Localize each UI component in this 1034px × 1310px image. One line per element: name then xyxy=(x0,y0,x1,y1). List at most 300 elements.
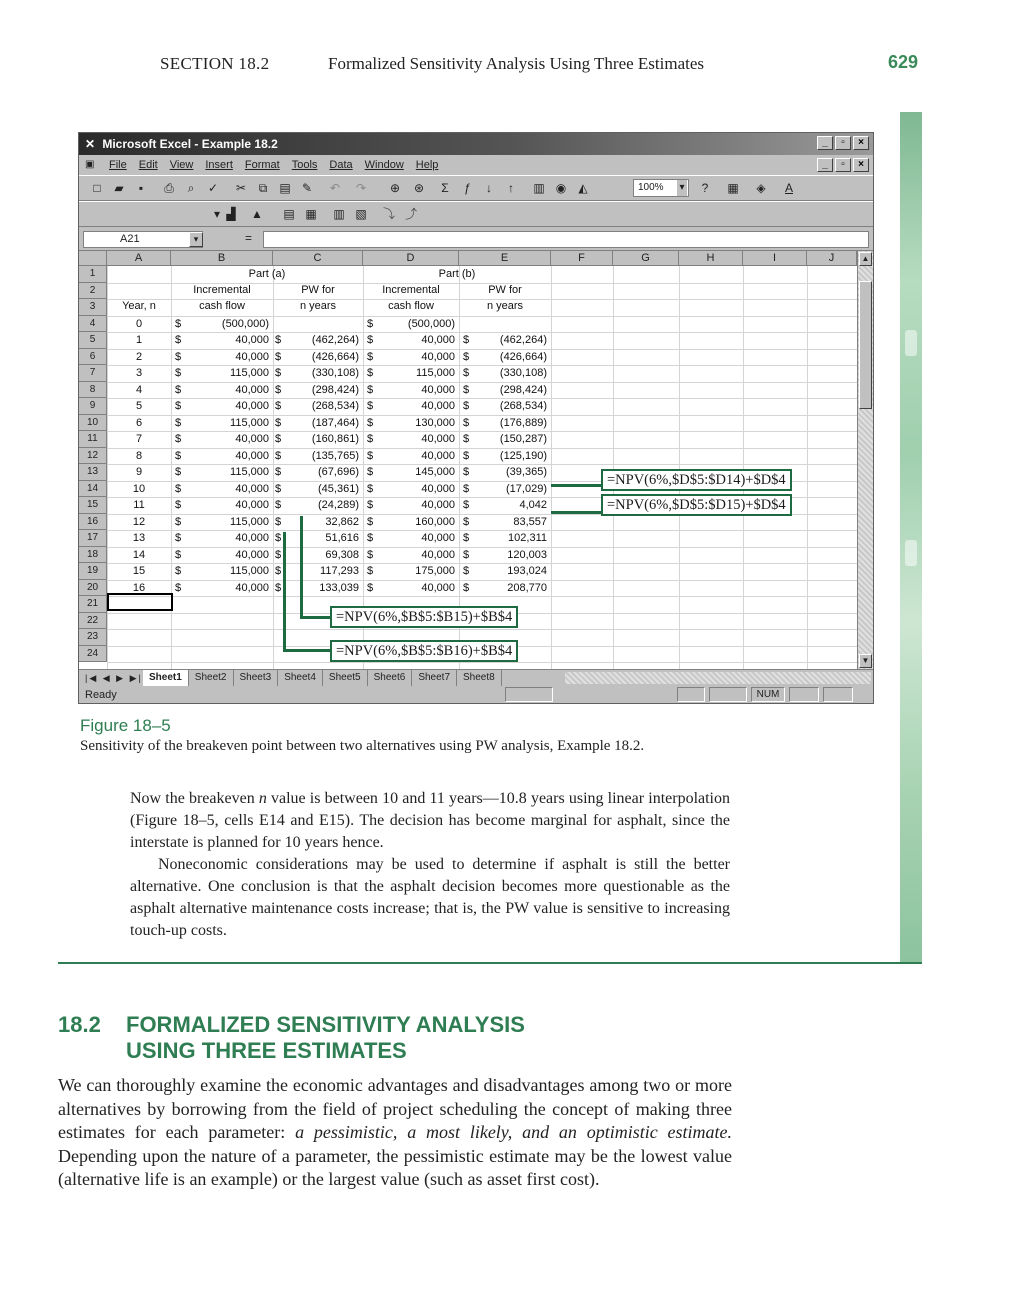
menu-format[interactable]: Format xyxy=(244,159,280,171)
b-cashflow-cell: 40,000 xyxy=(235,400,269,412)
web-toolbar-icon[interactable]: ⊛ xyxy=(413,181,425,195)
new-document-icon[interactable]: □ xyxy=(93,181,101,195)
row-header[interactable]: 18 xyxy=(79,547,107,564)
e-pw-cell: 193,024 xyxy=(507,565,547,577)
b-cashflow-cell: 40,000 xyxy=(235,449,269,462)
e-nyears-heading: n years xyxy=(486,300,524,312)
angle-text-up-icon[interactable]: ⤴ xyxy=(404,207,417,221)
sheet-navigation-icon[interactable]: |◀ ◀ ▶ ▶| xyxy=(85,673,143,683)
window-controls xyxy=(817,136,869,150)
c-pw-cell: (462,264) xyxy=(311,334,359,346)
dollar-sign: $ xyxy=(367,515,374,528)
name-box-dropdown-icon[interactable]: ▾ xyxy=(189,232,203,247)
font-color-icon[interactable]: A xyxy=(784,181,793,195)
grid-vline xyxy=(273,266,274,669)
autosum-icon[interactable]: Σ xyxy=(441,181,449,195)
year-cell: 7 xyxy=(135,433,143,445)
row-header[interactable]: 3 xyxy=(79,299,107,316)
row-header[interactable]: 14 xyxy=(79,481,107,498)
menu-help[interactable]: Help xyxy=(415,159,439,171)
dollar-sign: $ xyxy=(275,499,282,511)
print-preview-icon[interactable]: ⌕ xyxy=(187,181,195,195)
tab-sheet6[interactable]: Sheet6 xyxy=(368,670,413,686)
dollar-sign: $ xyxy=(175,515,182,528)
row-header[interactable]: 8 xyxy=(79,382,107,399)
year-cell: 2 xyxy=(135,350,143,363)
dollar-sign: $ xyxy=(463,334,470,346)
cut-icon[interactable]: ✂ xyxy=(235,181,247,195)
menu-edit[interactable]: Edit xyxy=(138,159,158,171)
restore-icon[interactable]: ▫ xyxy=(835,158,851,172)
year-cell: 9 xyxy=(135,466,143,478)
row-header[interactable]: 16 xyxy=(79,514,107,531)
c-pw-cell: (268,534) xyxy=(311,400,359,412)
window-title: Microsoft Excel - Example 18.2 xyxy=(102,137,278,151)
callout-connector-c15 xyxy=(300,516,303,618)
menu-tools[interactable]: Tools xyxy=(291,159,318,171)
dollar-sign: $ xyxy=(463,416,470,429)
column-header-b[interactable]: B xyxy=(171,251,273,266)
formula-input[interactable] xyxy=(263,231,869,248)
b-cashflow-cell: 40,000 xyxy=(235,581,269,594)
year-cell: 4 xyxy=(135,383,143,396)
dollar-sign: $ xyxy=(175,433,182,445)
c-pw-cell: (160,861) xyxy=(311,433,359,445)
row-header[interactable]: 4 xyxy=(79,316,107,333)
callout-connector-e15 xyxy=(551,511,601,514)
name-box-value: A21 xyxy=(120,233,140,245)
section-title-line2: USING THREE ESTIMATES xyxy=(126,1038,407,1063)
name-box[interactable] xyxy=(83,231,203,248)
dollar-sign: $ xyxy=(367,416,374,429)
row-header[interactable]: 7 xyxy=(79,365,107,382)
column-header-f[interactable]: F xyxy=(551,251,613,266)
dollar-sign: $ xyxy=(367,466,374,478)
callout-e14-formula: =NPV(6%,$D$5:$D14)+$D$4 xyxy=(601,469,792,491)
row-header[interactable]: 10 xyxy=(79,415,107,432)
dollar-sign: $ xyxy=(175,350,182,363)
year-heading: Year, n xyxy=(122,300,156,312)
c-pw-cell: (298,424) xyxy=(311,383,359,396)
callout-connector-c16 xyxy=(283,532,286,650)
year-cell: 11 xyxy=(133,499,145,511)
status-pane xyxy=(823,687,853,702)
year-cell: 14 xyxy=(132,548,146,561)
tab-sheet1[interactable]: Sheet1 xyxy=(143,670,189,686)
d-cashflow-cell: 40,000 xyxy=(421,400,455,412)
e-pw-cell: (176,889) xyxy=(499,416,547,429)
dollar-sign: $ xyxy=(367,433,374,445)
chart-type-icon[interactable]: ▲ xyxy=(251,207,263,221)
dollar-sign: $ xyxy=(463,383,470,396)
section-title-line1: FORMALIZED SENSITIVITY ANALYSIS xyxy=(126,1012,525,1037)
dollar-sign: $ xyxy=(175,548,182,561)
menu-view[interactable]: View xyxy=(169,159,194,171)
callout-connector-c16-h xyxy=(283,649,330,652)
figure-label: Figure 18–5 xyxy=(80,716,171,735)
vertical-scrollbar[interactable] xyxy=(857,251,873,669)
year-cell: 16 xyxy=(132,581,146,594)
column-header-g[interactable]: G xyxy=(613,251,679,266)
row-header[interactable]: 11 xyxy=(79,431,107,448)
borders-icon[interactable]: ▦ xyxy=(727,181,739,195)
tab-sheet2[interactable]: Sheet2 xyxy=(189,670,234,686)
year-cell: 5 xyxy=(135,400,143,412)
paragraph-text: value is between 10 and 11 years—10.8 years using linear interpolation (Figure 18–5, cells E14 and E15). The decision has become marginal for asphalt, since the interstate is planned for 10 years hence. xyxy=(130,790,731,851)
column-header-a[interactable]: A xyxy=(107,251,171,266)
c-pw-cell: 69,308 xyxy=(325,548,359,561)
grid-hline xyxy=(107,629,871,630)
running-head-section: SECTION 18.2 xyxy=(160,54,270,73)
sort-ascending-icon[interactable]: ↓ xyxy=(486,181,492,195)
help-icon[interactable]: ? xyxy=(701,181,709,195)
sort-descending-icon[interactable]: ↑ xyxy=(508,181,514,195)
figure-caption: Sensitivity of the breakeven point between two alternatives using PW analysis, Example 18.2. xyxy=(80,738,645,754)
dollar-sign: $ xyxy=(367,367,374,379)
section-number: 18.2 xyxy=(58,1012,101,1037)
row-header[interactable]: 15 xyxy=(79,497,107,514)
dollar-sign: $ xyxy=(367,565,374,577)
dollar-sign: $ xyxy=(367,334,374,346)
open-folder-icon[interactable]: ▰ xyxy=(114,181,124,195)
dollar-sign: $ xyxy=(463,532,470,544)
row-header[interactable]: 1 xyxy=(79,266,107,283)
tab-sheet4[interactable]: Sheet4 xyxy=(278,670,323,686)
d-cashflow-cell: 160,000 xyxy=(415,515,455,528)
save-icon[interactable]: ▪ xyxy=(138,181,144,195)
e-pw-cell: 102,311 xyxy=(508,532,547,544)
margin-fleck xyxy=(905,330,917,356)
formatting-toolbar xyxy=(79,201,873,227)
drawing-icon[interactable]: ◭ xyxy=(578,181,588,195)
b-cashflow-cell: 115,000 xyxy=(230,565,269,577)
standard-toolbar xyxy=(79,175,873,201)
row-header[interactable]: 22 xyxy=(79,613,107,630)
dollar-sign: $ xyxy=(275,433,282,445)
c-pw-cell: 133,039 xyxy=(319,581,359,594)
status-bar xyxy=(79,686,873,704)
hyperlink-icon[interactable]: ⊕ xyxy=(389,181,401,195)
tab-sheet3[interactable]: Sheet3 xyxy=(234,670,279,686)
status-pane xyxy=(789,687,819,702)
year-cell: 12 xyxy=(132,515,146,528)
row-header[interactable]: 17 xyxy=(79,530,107,547)
dollar-sign: $ xyxy=(275,350,282,363)
dollar-sign: $ xyxy=(463,449,470,462)
page-number: 629 xyxy=(888,52,919,72)
c-pw-cell: (330,108) xyxy=(311,367,359,379)
dollar-sign: $ xyxy=(275,466,282,478)
dollar-sign: $ xyxy=(275,449,282,462)
spelling-icon[interactable]: ✓ xyxy=(207,181,219,195)
num-lock-indicator: NUM xyxy=(751,687,785,702)
year-cell: 0 xyxy=(135,317,143,330)
margin-fleck xyxy=(905,540,917,566)
b-cashflow-heading: cash flow xyxy=(199,300,245,312)
dollar-sign: $ xyxy=(175,449,182,462)
callout-c16-formula: =NPV(6%,$B$5:$B16)+$B$4 xyxy=(330,640,518,662)
bar-chart-icon[interactable]: ▧ xyxy=(355,207,367,221)
dollar-sign: $ xyxy=(367,482,374,495)
dollar-sign: $ xyxy=(367,532,374,544)
angle-text-down-icon[interactable]: ⤵ xyxy=(382,207,395,221)
scroll-up-icon[interactable]: ▲ xyxy=(859,252,872,266)
menu-window[interactable]: Window xyxy=(364,159,404,171)
dollar-sign: $ xyxy=(367,449,374,462)
dollar-sign: $ xyxy=(275,482,282,495)
close-icon[interactable]: × xyxy=(853,136,869,150)
dropdown-arrow-icon[interactable]: ▾ xyxy=(213,207,221,221)
e-pw-cell: (330,108) xyxy=(499,367,547,379)
horizontal-scrollbar[interactable] xyxy=(565,672,871,684)
e-pw-cell: (150,287) xyxy=(499,433,547,445)
e-pw-cell: (462,264) xyxy=(499,334,547,346)
year-cell: 1 xyxy=(135,334,143,346)
dollar-sign: $ xyxy=(175,400,182,412)
grid-vline xyxy=(551,266,552,669)
menu-file[interactable]: File xyxy=(109,159,127,171)
excel-logo-icon: ✕ xyxy=(85,137,96,151)
d-cashflow-cell: 145,000 xyxy=(415,466,455,478)
zoom-select[interactable]: 100% ▾ xyxy=(633,179,689,197)
paragraph-text: Now the breakeven xyxy=(130,790,259,807)
b-cashflow-cell: 40,000 xyxy=(235,532,269,544)
b-cashflow-cell: 115,000 xyxy=(230,466,269,478)
row-header[interactable]: 12 xyxy=(79,448,107,465)
dollar-sign: $ xyxy=(175,466,182,478)
c-pw-cell: (187,464) xyxy=(311,416,359,429)
d-cashflow-cell: 40,000 xyxy=(421,532,455,544)
scroll-thumb[interactable] xyxy=(859,281,872,409)
dollar-sign: $ xyxy=(275,416,282,429)
chart-icon[interactable]: ▟ xyxy=(226,207,236,221)
year-cell: 13 xyxy=(132,532,146,544)
row-header[interactable]: 20 xyxy=(79,580,107,597)
row-header[interactable]: 19 xyxy=(79,563,107,580)
status-pane xyxy=(709,687,747,702)
dollar-sign: $ xyxy=(175,532,182,544)
e-pw-cell: 83,557 xyxy=(513,515,547,528)
part-a-heading: Part (a) xyxy=(248,268,286,280)
dollar-sign: $ xyxy=(463,548,470,561)
c-pw-cell: (135,765) xyxy=(311,449,359,462)
dollar-sign: $ xyxy=(367,350,374,363)
workbook-system-icon[interactable]: ▣ xyxy=(85,159,95,170)
dollar-sign: $ xyxy=(463,350,470,363)
dollar-sign: $ xyxy=(463,515,470,528)
sheet-tab-bar xyxy=(79,669,873,685)
b-cashflow-cell: 40,000 xyxy=(235,499,269,511)
d-cashflow-cell: 40,000 xyxy=(421,449,455,462)
row-header[interactable]: 6 xyxy=(79,349,107,366)
dollar-sign: $ xyxy=(275,565,282,577)
copy-icon[interactable]: ⧉ xyxy=(258,181,268,195)
d-cashflow-cell: 40,000 xyxy=(421,482,455,495)
dollar-sign: $ xyxy=(275,515,282,528)
dollar-sign: $ xyxy=(275,367,282,379)
column-header-e[interactable]: E xyxy=(459,251,551,266)
d-cashflow-cell: 40,000 xyxy=(421,548,455,561)
menu-insert[interactable]: Insert xyxy=(205,159,233,171)
chart-wizard-icon[interactable]: ▥ xyxy=(533,181,545,195)
e-pw-cell: (125,190) xyxy=(499,449,547,462)
dollar-sign: $ xyxy=(463,581,470,594)
callout-connector-c15-h xyxy=(300,616,330,619)
dollar-sign: $ xyxy=(275,581,282,594)
d-cashflow-cell: 40,000 xyxy=(421,383,455,396)
formula-equals[interactable]: = xyxy=(245,231,253,245)
undo-icon[interactable]: ↶ xyxy=(329,181,341,195)
c-pw-cell: 32,862 xyxy=(325,515,359,528)
dollar-sign: $ xyxy=(367,383,374,396)
column-header-i[interactable]: I xyxy=(743,251,807,266)
b-cashflow-cell: 40,000 xyxy=(235,548,269,561)
part-b-heading: Part (b) xyxy=(438,268,476,280)
dollar-sign: $ xyxy=(367,548,374,561)
d-cashflow-cell: 40,000 xyxy=(421,581,455,594)
format-painter-icon[interactable]: ✎ xyxy=(301,181,313,195)
e-pw-cell: (17,029) xyxy=(506,482,547,495)
column-header-j[interactable]: J xyxy=(807,251,857,266)
print-icon[interactable]: ⎙ xyxy=(164,181,174,195)
dollar-sign: $ xyxy=(175,499,182,511)
dollar-sign: $ xyxy=(275,548,282,561)
dollar-sign: $ xyxy=(367,499,374,511)
callout-e15-formula: =NPV(6%,$D$5:$D15)+$D$4 xyxy=(601,494,792,516)
c-pw-cell: (426,664) xyxy=(311,350,359,363)
dollar-sign: $ xyxy=(175,383,182,396)
section-body xyxy=(58,1074,732,1192)
e-pw-cell: 120,003 xyxy=(507,548,547,561)
d-incremental-heading: Incremental xyxy=(382,284,440,296)
c-pw-heading: PW for xyxy=(301,284,335,296)
close-icon[interactable]: × xyxy=(853,158,869,172)
e-pw-cell: (39,365) xyxy=(506,466,547,478)
d-cashflow-cell: 40,000 xyxy=(421,499,455,511)
minimize-icon[interactable]: _ xyxy=(817,136,833,150)
b-cashflow-cell: 40,000 xyxy=(235,350,269,363)
d-cashflow-cell: 40,000 xyxy=(421,334,455,346)
b-cashflow-cell: 40,000 xyxy=(235,334,269,346)
menu-data[interactable]: Data xyxy=(329,159,353,171)
e-pw-cell: (298,424) xyxy=(499,383,547,396)
dollar-sign: $ xyxy=(463,433,470,445)
dollar-sign: $ xyxy=(463,400,470,412)
dollar-sign: $ xyxy=(367,581,374,594)
row-header[interactable]: 21 xyxy=(79,596,107,613)
fill-color-icon[interactable]: ◈ xyxy=(756,181,766,195)
c-pw-cell: (67,696) xyxy=(318,466,359,478)
tab-sheet5[interactable]: Sheet5 xyxy=(323,670,368,686)
e-pw-heading: PW for xyxy=(488,284,522,296)
b-cashflow-cell: 40,000 xyxy=(235,433,269,445)
row-header[interactable]: 5 xyxy=(79,332,107,349)
callout-connector-e14 xyxy=(551,484,601,487)
tab-sheet8[interactable]: Sheet8 xyxy=(457,670,502,686)
paste-icon[interactable]: ▤ xyxy=(279,181,291,195)
b-cashflow-cell: 40,000 xyxy=(235,383,269,396)
selected-cell-a21[interactable] xyxy=(107,593,173,611)
paragraph-breakeven xyxy=(130,788,730,854)
callout-c15-formula: =NPV(6%,$B$5:$B15)+$B$4 xyxy=(330,606,518,628)
column-header-h[interactable]: H xyxy=(679,251,743,266)
dollar-sign: $ xyxy=(175,581,182,594)
e-pw-cell: 208,770 xyxy=(507,581,547,594)
paragraph-noneconomic: Noneconomic considerations may be used to determine if asphalt is still the better alternative. One conclusion is that the asphalt decision becomes more questionable as the asphalt alternative maintenance costs increase; that is, the PW value is sensitive to increasing touch-up costs. xyxy=(130,856,730,939)
c-pw-cell: 51,616 xyxy=(325,532,359,544)
row-header[interactable]: 13 xyxy=(79,464,107,481)
running-head xyxy=(0,54,1034,78)
dollar-sign: $ xyxy=(463,499,470,511)
c-pw-cell: 117,293 xyxy=(320,565,359,577)
e-pw-cell: (268,534) xyxy=(499,400,547,412)
row-header[interactable]: 24 xyxy=(79,646,107,663)
section-rule xyxy=(58,962,922,964)
e-pw-cell: 4,042 xyxy=(519,499,547,511)
table-icon[interactable]: ▤ xyxy=(283,207,295,221)
function-icon[interactable]: ƒ xyxy=(463,181,471,195)
dollar-sign: $ xyxy=(463,482,470,495)
dollar-sign: $ xyxy=(463,367,470,379)
status-pane xyxy=(505,687,553,702)
scroll-down-icon[interactable]: ▼ xyxy=(859,654,872,668)
e-pw-cell: (426,664) xyxy=(499,350,547,363)
tab-sheet7[interactable]: Sheet7 xyxy=(412,670,457,686)
workbook-controls xyxy=(817,158,869,172)
body-italic: a pessimistic, a most likely, and an optimistic estimate. xyxy=(295,1122,732,1142)
grid-vline xyxy=(679,266,680,669)
column-header-d[interactable]: D xyxy=(363,251,459,266)
dollar-sign: $ xyxy=(175,334,182,346)
redo-icon[interactable]: ↷ xyxy=(355,181,367,195)
restore-icon[interactable]: ▫ xyxy=(835,136,851,150)
column-header-c[interactable]: C xyxy=(273,251,363,266)
minimize-icon[interactable]: _ xyxy=(817,158,833,172)
map-icon[interactable]: ◉ xyxy=(555,181,567,195)
d-cashflow-cell: 40,000 xyxy=(421,350,455,363)
grid-icon[interactable]: ▦ xyxy=(305,207,317,221)
grid-hline xyxy=(107,596,871,597)
grid-hline xyxy=(107,662,871,663)
select-all-corner[interactable] xyxy=(79,251,107,266)
year-cell: 8 xyxy=(135,449,143,462)
column-chart-icon[interactable]: ▥ xyxy=(333,207,345,221)
row-header[interactable]: 23 xyxy=(79,629,107,646)
d-cashflow-cell: (500,000) xyxy=(407,317,455,330)
c-pw-cell: (24,289) xyxy=(318,499,359,511)
d-cashflow-heading: cash flow xyxy=(388,300,434,312)
b-cashflow-cell: 115,000 xyxy=(230,367,269,379)
year-cell: 10 xyxy=(132,482,146,495)
dollar-sign: $ xyxy=(367,317,374,330)
menu-bar xyxy=(79,155,873,175)
b-cashflow-cell: (500,000) xyxy=(221,317,269,330)
dollar-sign: $ xyxy=(367,400,374,412)
year-cell: 3 xyxy=(135,367,143,379)
d-cashflow-cell: 175,000 xyxy=(415,565,455,577)
excel-title-bar xyxy=(79,133,873,155)
dollar-sign: $ xyxy=(175,416,182,429)
dollar-sign: $ xyxy=(463,466,470,478)
formula-bar xyxy=(79,229,873,251)
row-header[interactable]: 2 xyxy=(79,283,107,300)
dollar-sign: $ xyxy=(275,532,282,544)
dollar-sign: $ xyxy=(175,565,182,577)
row-header[interactable]: 9 xyxy=(79,398,107,415)
c-pw-cell: (45,361) xyxy=(318,482,359,495)
dollar-sign: $ xyxy=(175,482,182,495)
grid-vline xyxy=(807,266,808,669)
